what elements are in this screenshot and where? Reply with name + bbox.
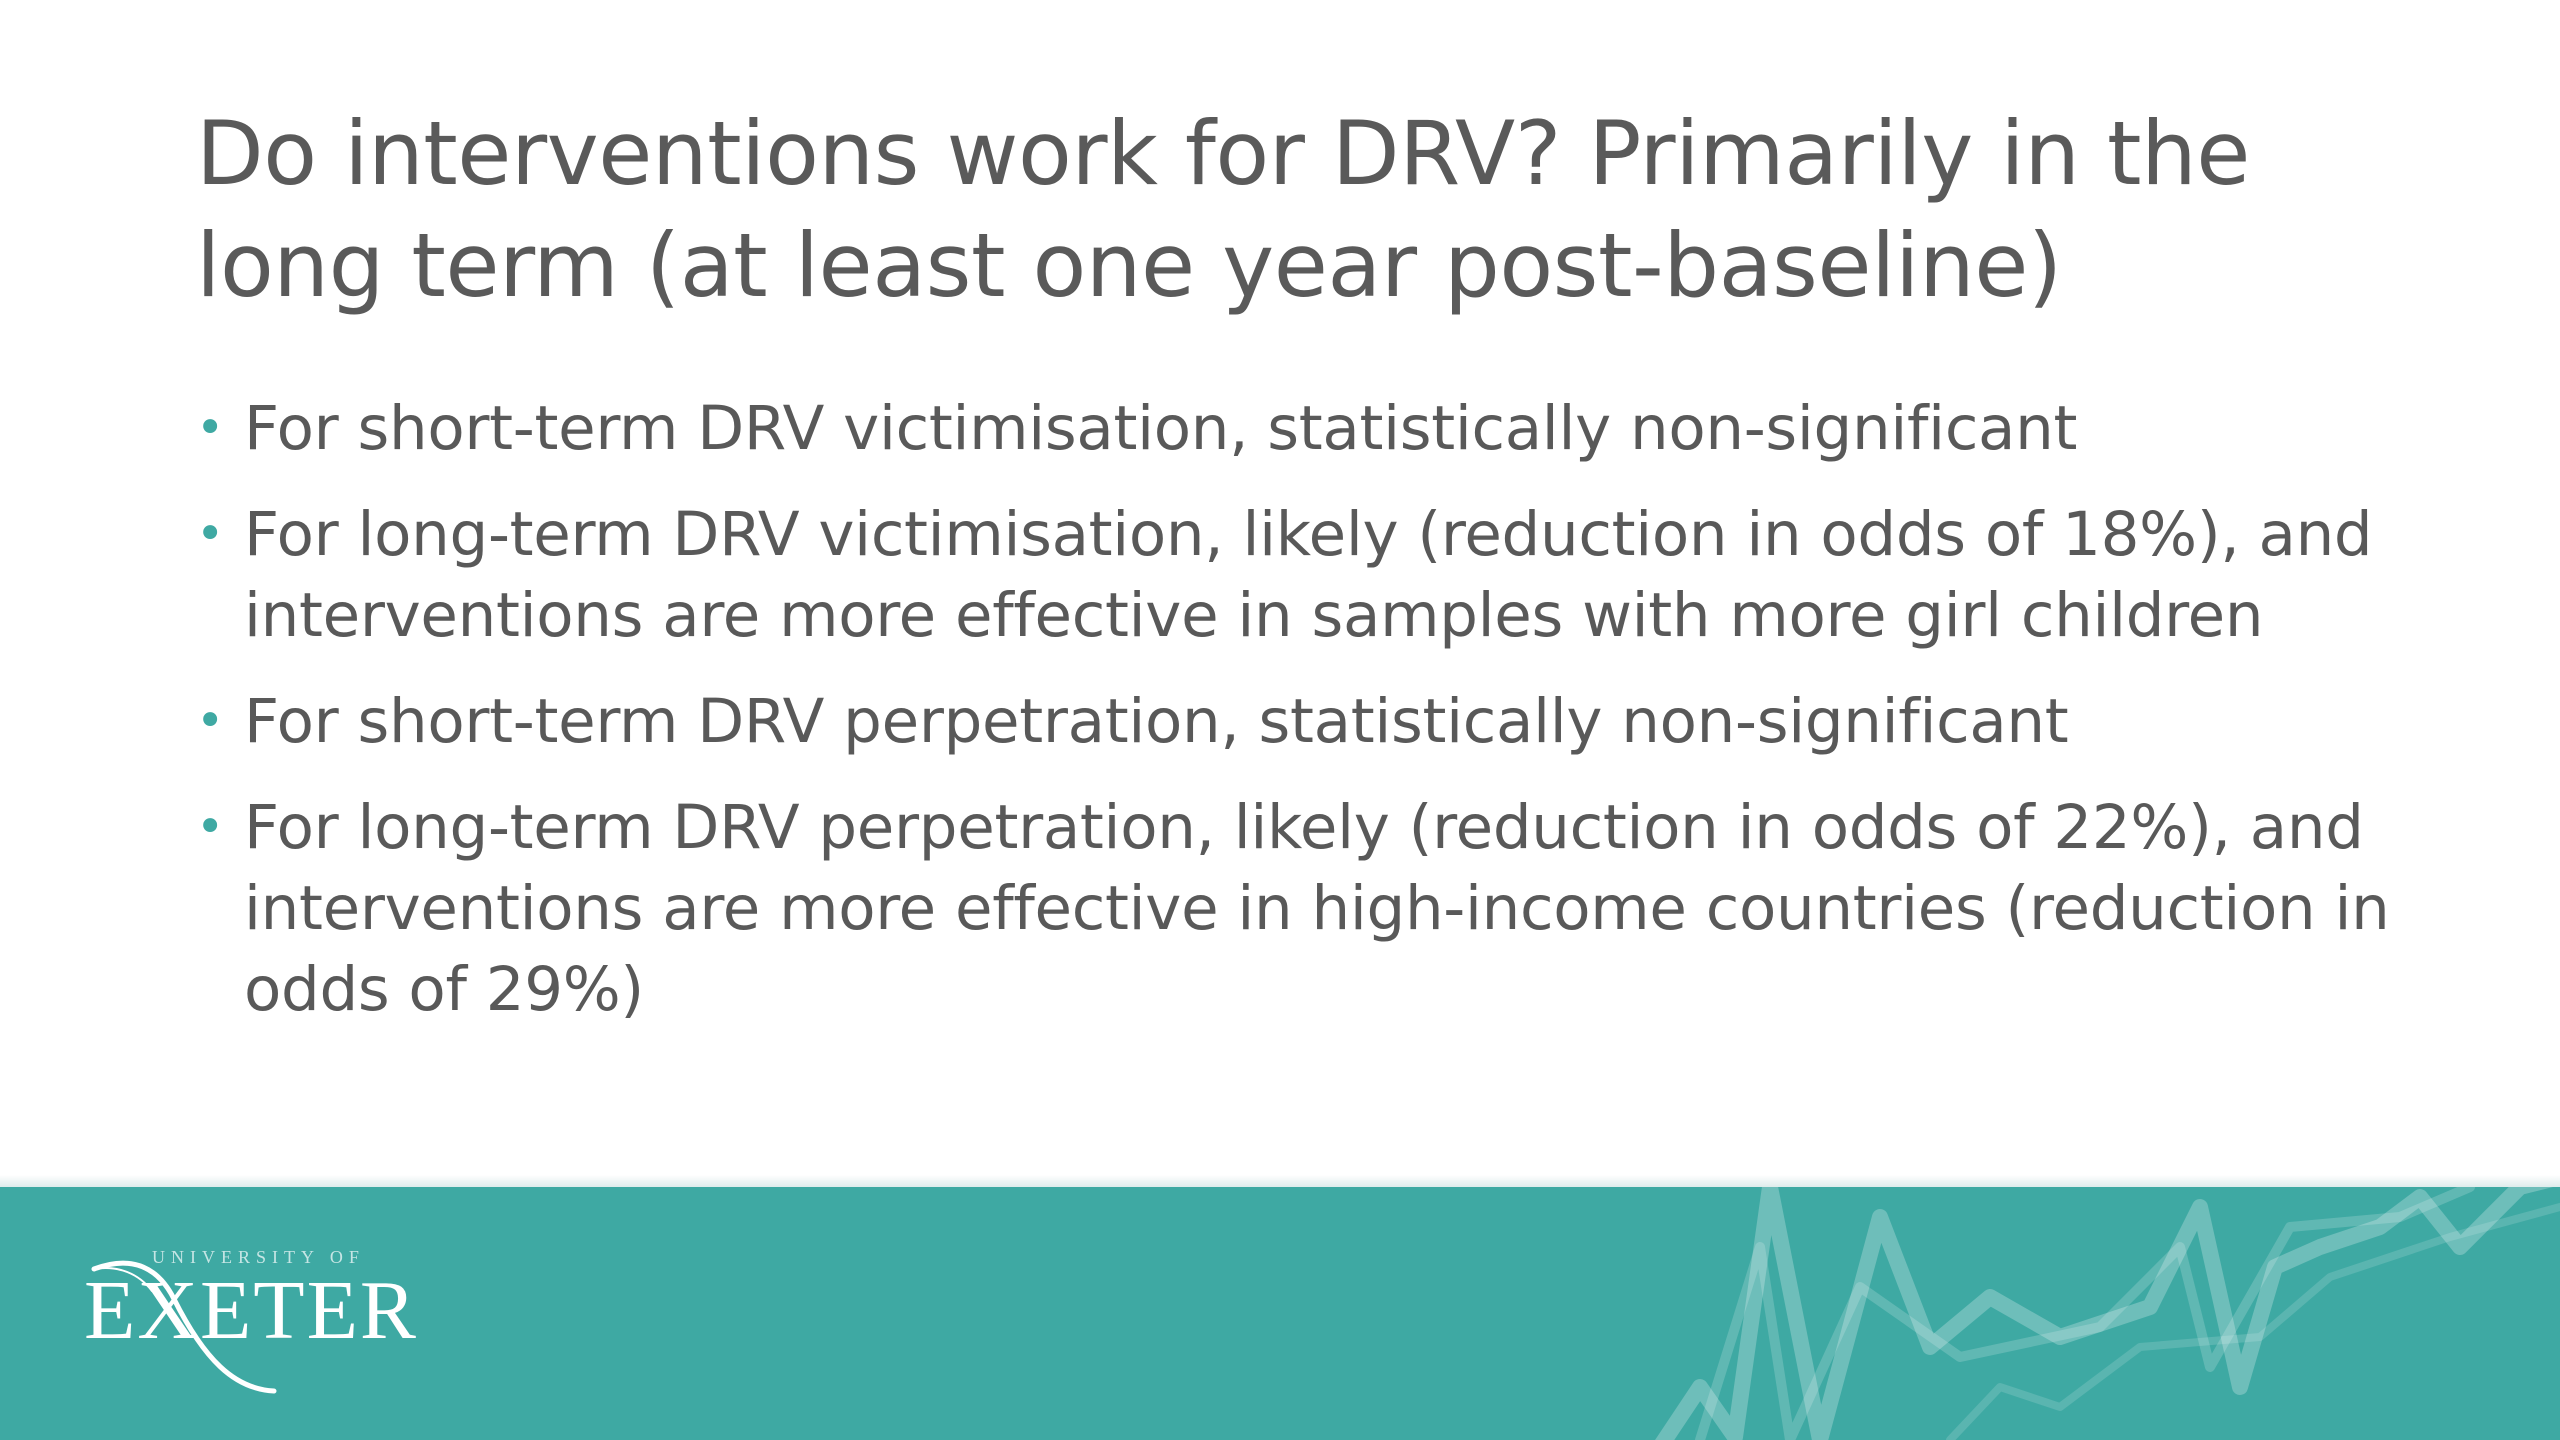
bullet-item	[196, 388, 2396, 469]
logo-small-text: UNIVERSITY OF	[152, 1247, 365, 1267]
bullet-text: For long-term DRV perpetration, likely (reduction in odds of 22%), and interventions are more effective in high-income countries (reduction in odds of 29%)	[244, 792, 2390, 1025]
bullet-dot-icon: •	[196, 799, 225, 855]
slide-title: Do interventions work for DRV? Primarily in the long term (at least one year post-baseline)	[196, 102, 2250, 317]
bullet-item	[196, 494, 2396, 656]
bullet-item	[196, 681, 2396, 762]
bullet-dot-icon: •	[196, 506, 225, 562]
footer-band	[0, 1187, 2560, 1440]
bullet-dot-icon: •	[196, 400, 225, 456]
bullet-item	[196, 787, 2396, 1030]
bullet-dot-icon: •	[196, 693, 225, 749]
footer-divider	[0, 1175, 2560, 1187]
university-logo	[64, 1239, 444, 1399]
bullet-list	[196, 388, 2396, 1055]
logo-main-text: EXETER	[84, 1264, 418, 1357]
bullet-text: For short-term DRV victimisation, statistically non-significant	[244, 393, 2078, 464]
bullet-text: For long-term DRV victimisation, likely (reduction in odds of 18%), and interventions are more effective in samples with more girl children	[244, 499, 2373, 651]
bullet-text: For short-term DRV perpetration, statistically non-significant	[244, 686, 2069, 757]
